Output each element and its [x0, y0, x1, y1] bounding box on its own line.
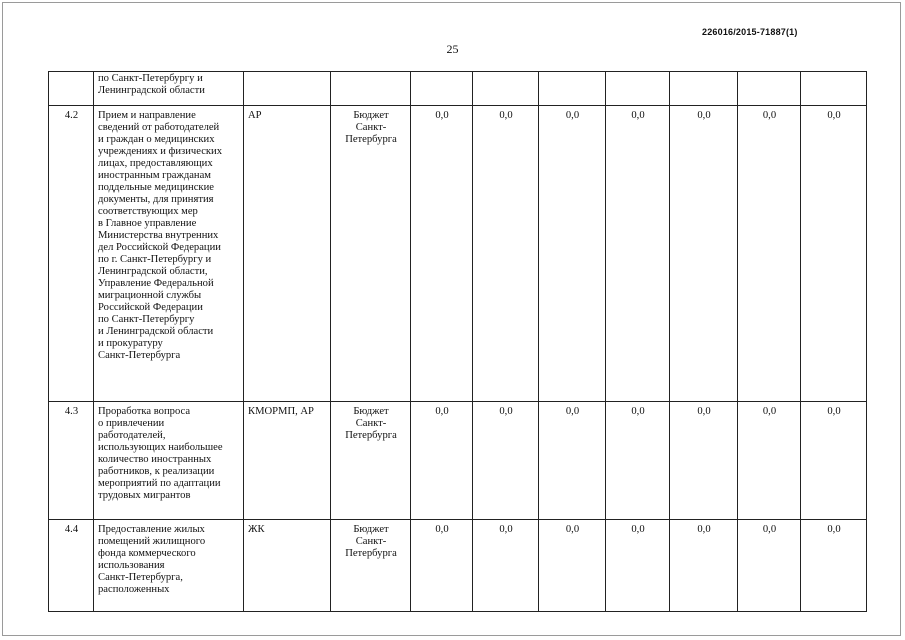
- measure-line: Министерства внутренних: [98, 230, 219, 241]
- funding-value-cell: 0,0: [738, 106, 801, 402]
- funding-source-line: Бюджет: [353, 406, 389, 417]
- cell-measure: [94, 402, 244, 520]
- funding-source-line: Петербурга: [345, 430, 397, 441]
- table-row: [49, 402, 867, 520]
- funding-value-cell: 0,0: [606, 402, 670, 520]
- funding-value-cell: 0,0: [606, 106, 670, 402]
- measure-line: иностранным гражданам: [98, 170, 211, 181]
- cell-measure: [94, 72, 244, 106]
- measure-line: в Главное управление: [98, 218, 197, 229]
- measure-line: документы, для принятия: [98, 194, 214, 205]
- executor-cell: ЖК: [244, 520, 331, 612]
- cell-value: [539, 72, 606, 106]
- cell-source: [331, 72, 411, 106]
- funding-source-cell: [331, 106, 411, 402]
- funding-source-line: Санкт-: [355, 418, 387, 429]
- cell-value: [473, 72, 539, 106]
- measure-line: по г. Санкт-Петербургу и: [98, 254, 212, 265]
- measure-line: Ленинградской области,: [98, 266, 208, 277]
- funding-value-cell: 0,0: [670, 402, 738, 520]
- measure-line: о привлечении: [98, 418, 165, 429]
- measure-line: по Санкт-Петербургу: [98, 314, 195, 325]
- item-number: 4.4: [49, 520, 94, 612]
- cell-value: [670, 72, 738, 106]
- funding-value-cell: 0,0: [473, 402, 539, 520]
- funding-value-cell: 0,0: [606, 520, 670, 612]
- measure-line: поддельные медицинские: [98, 182, 214, 193]
- funding-source-line: Санкт-: [355, 536, 387, 547]
- cell-value: [411, 72, 473, 106]
- funding-source-cell: [331, 520, 411, 612]
- measure-line: Управление Федеральной: [98, 278, 214, 289]
- measure-line: работников, к реализации: [98, 466, 215, 477]
- measure-line: Предоставление жилых: [98, 524, 205, 535]
- funding-value-cell: 0,0: [411, 520, 473, 612]
- measure-line: работодателей,: [98, 430, 166, 441]
- funding-value-cell: 0,0: [539, 402, 606, 520]
- measure-line: использующих наибольшее: [98, 442, 223, 453]
- cell-num: [49, 72, 94, 106]
- funding-value-cell: 0,0: [738, 520, 801, 612]
- measure-line: соответствующих мер: [98, 206, 198, 217]
- table-row: [49, 520, 867, 612]
- measure-line: использования: [98, 560, 165, 571]
- table-row-continued: [49, 72, 867, 106]
- cell-value: [738, 72, 801, 106]
- funding-source-line: Петербурга: [345, 134, 397, 145]
- measure-line: помещений жилищного: [98, 536, 206, 547]
- item-number: 4.3: [49, 402, 94, 520]
- funding-source-line: Санкт-: [355, 122, 387, 133]
- document-id: 226016/2015-71887(1): [702, 27, 798, 37]
- measure-line: сведений от работодателей: [98, 122, 220, 133]
- funding-value-cell: 0,0: [801, 520, 867, 612]
- cell-measure: [94, 106, 244, 402]
- funding-value-cell: 0,0: [738, 402, 801, 520]
- funding-value-cell: 0,0: [539, 520, 606, 612]
- funding-value-cell: 0,0: [670, 106, 738, 402]
- funding-value-cell: 0,0: [473, 520, 539, 612]
- cell-value: [801, 72, 867, 106]
- funding-value-cell: 0,0: [473, 106, 539, 402]
- funding-value-cell: 0,0: [801, 402, 867, 520]
- funding-source-line: Бюджет: [353, 110, 389, 121]
- funding-value-cell: 0,0: [801, 106, 867, 402]
- cell-value: [606, 72, 670, 106]
- cell-executor: [244, 72, 331, 106]
- executor-cell: АР: [244, 106, 331, 402]
- page-number: 25: [446, 42, 459, 56]
- funding-value-cell: 0,0: [539, 106, 606, 402]
- measure-line: и прокуратуру: [98, 338, 163, 349]
- executor-cell: КМОРМП, АР: [244, 402, 331, 520]
- funding-source-line: Петербурга: [345, 548, 397, 559]
- measure-line: лицах, предоставляющих: [98, 158, 213, 169]
- measure-line: по Санкт-Петербургу и: [98, 73, 203, 84]
- measure-line: Прием и направление: [98, 110, 196, 121]
- funding-source-cell: [331, 402, 411, 520]
- funding-value-cell: 0,0: [411, 402, 473, 520]
- table-body: [49, 72, 867, 612]
- measure-line: фонда коммерческого: [98, 548, 196, 559]
- measure-line: мероприятий по адаптации: [98, 478, 221, 489]
- measure-line: Проработка вопроса: [98, 406, 191, 417]
- item-number: 4.2: [49, 106, 94, 402]
- measure-line: расположенных: [98, 584, 170, 595]
- measure-line: дел Российской Федерации: [98, 242, 221, 253]
- measure-line: миграционной службы: [98, 290, 202, 301]
- measure-line: и Ленинградской области: [98, 326, 214, 337]
- measure-line: трудовых мигрантов: [98, 490, 191, 501]
- funding-value-cell: 0,0: [411, 106, 473, 402]
- measure-line: учреждениях и физических: [98, 146, 223, 157]
- measures-table: [48, 71, 867, 612]
- measure-line: Санкт-Петербурга: [98, 350, 181, 361]
- funding-value-cell: 0,0: [670, 520, 738, 612]
- measure-line: Российской Федерации: [98, 302, 203, 313]
- table-row: [49, 106, 867, 402]
- measure-line: Санкт-Петербурга,: [98, 572, 183, 583]
- measure-line: количество иностранных: [98, 454, 212, 465]
- funding-source-line: Бюджет: [353, 524, 389, 535]
- measure-line: и граждан о медицинских: [98, 134, 215, 145]
- measure-line: Ленинградской области: [98, 85, 205, 96]
- cell-measure: [94, 520, 244, 612]
